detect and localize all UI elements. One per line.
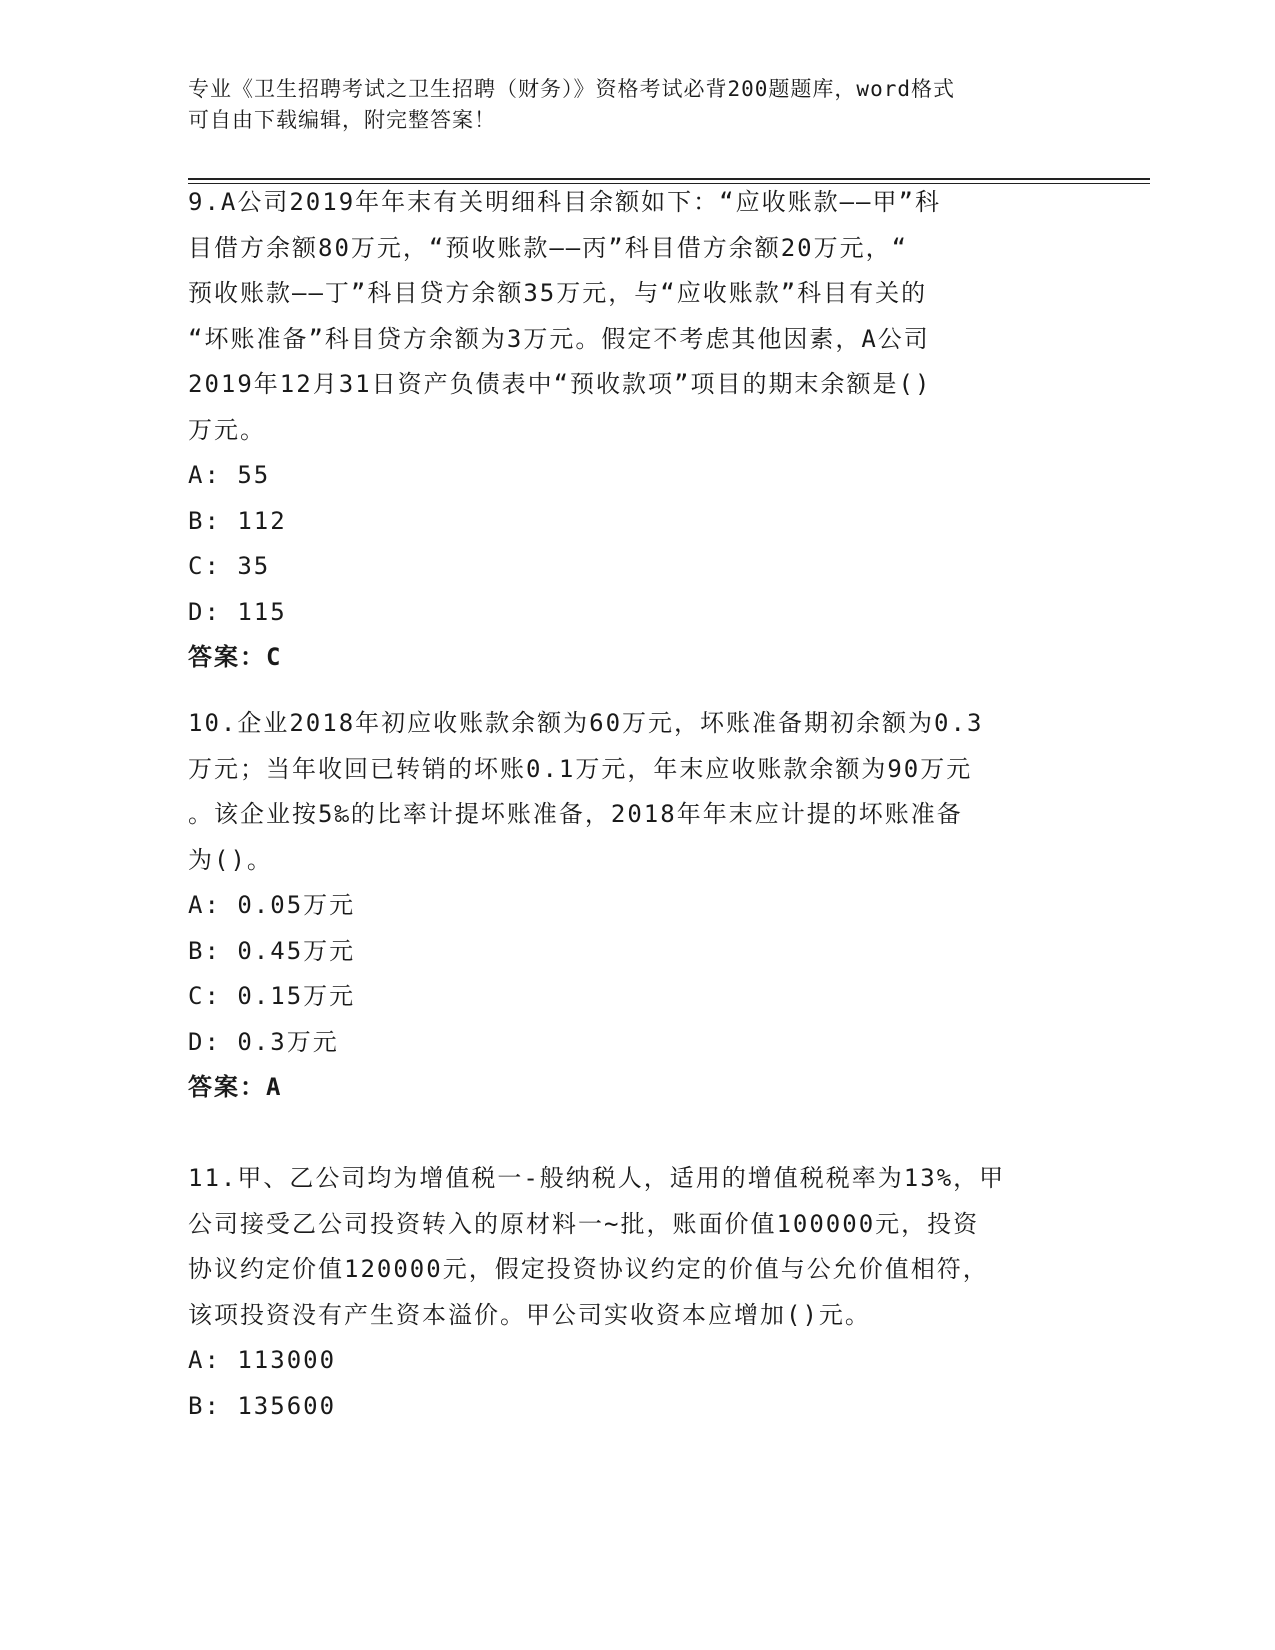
question-10 [188,701,1088,1111]
question-stem-line: “坏账准备”科目贷方余额为3万元。假定不考虑其他因素，A公司 [188,324,930,353]
option-b: B: 0.45万元 [188,936,356,965]
question-stem-line: 预收账款——丁”科目贷方余额35万元，与“应收账款”科目有关的 [188,279,928,307]
header-line-2: 可自由下载编辑，附完整答案！ [188,108,496,132]
question-stem-line: 9.A公司2019年年末有关明细科目余额如下：“应收账款——甲”科 [188,188,941,216]
question-stem-line: 目借方余额80万元，“预收账款——丙”科目借方余额20万元，“ [188,233,909,262]
question-stem-line: 11.甲、乙公司均为增值税一-般纳税人，适用的增值税税率为13%，甲 [188,1164,1006,1192]
option-c: C: 0.15万元 [188,982,356,1010]
option-a: A: 113000 [188,1346,337,1374]
answer: 答案：A [188,1073,283,1101]
question-stem-line: 该项投资没有产生资本溢价。甲公司实收资本应增加()元。 [188,1300,871,1329]
question-stem-line: 万元；当年收回已转销的坏账0.1万元，年末应收账款余额为90万元 [188,754,973,783]
option-d: D: 115 [188,597,287,626]
document-header [188,74,1088,136]
question-stem-line: 为()。 [188,845,273,874]
answer: 答案：C [188,643,283,671]
option-b: B: 112 [188,506,287,535]
question-stem-line: 2019年12月31日资产负债表中“预收款项”项目的期末余额是() [188,370,932,398]
question-stem-line: 10.企业2018年初应收账款余额为60万元，坏账准备期初余额为0.3 [188,709,984,737]
question-9 [188,180,1088,681]
question-stem-line: 公司接受乙公司投资转入的原材料一~批，账面价值100000元，投资 [188,1209,980,1238]
question-11 [188,1156,1088,1429]
option-b: B: 135600 [188,1391,337,1420]
option-a: A: 55 [188,461,271,489]
header-line-1: 专业《卫生招聘考试之卫生招聘（财务）》资格考试必背200题题库，word格式 [188,77,955,101]
option-a: A: 0.05万元 [188,891,356,919]
option-d: D: 0.3万元 [188,1027,339,1056]
question-stem-line: 万元。 [188,415,266,444]
question-stem-line: 协议约定价值120000元，假定投资协议约定的价值与公允价值相符， [188,1255,989,1283]
option-c: C: 35 [188,552,271,580]
question-stem-line: 。该企业按5‰的比率计提坏账准备，2018年年末应计提的坏账准备 [188,800,963,828]
